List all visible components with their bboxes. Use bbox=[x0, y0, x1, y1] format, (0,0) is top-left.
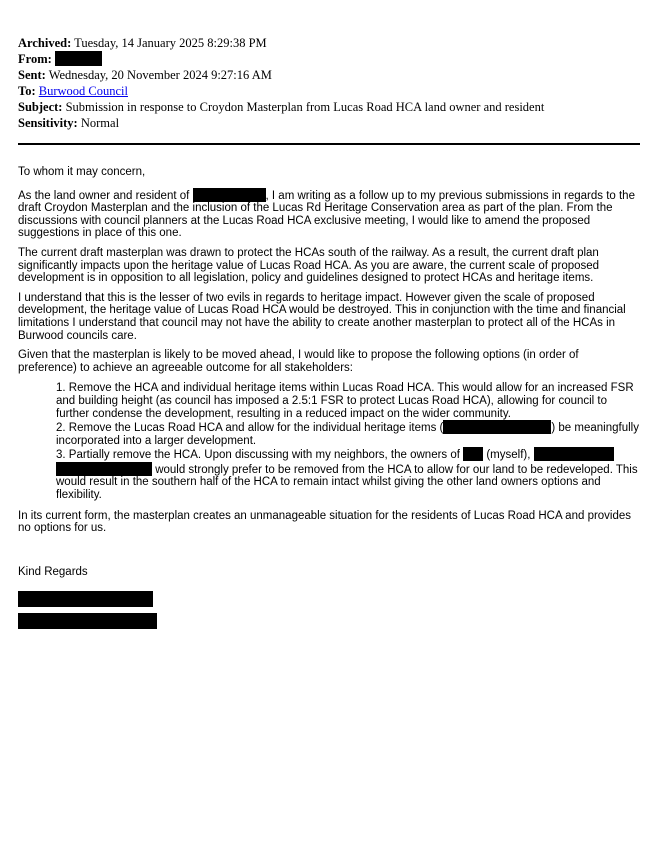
to-link[interactable]: Burwood Council bbox=[38, 84, 128, 98]
paragraph-1-start: As the land owner and resident of bbox=[18, 189, 193, 202]
sensitivity-label: Sensitivity: bbox=[18, 116, 78, 130]
header-divider bbox=[18, 143, 640, 145]
email-header bbox=[18, 35, 638, 131]
email-body bbox=[18, 166, 640, 585]
option-1: 1. Remove the HCA and individual heritage items within Lucas Road HCA. This would allow for an increased FSR and building height (as council has imposed a 2.5:1 FSR to protect Lucas Road HCA), allowing for council to further condense the development, resulting in a reduced impact on the wider community. bbox=[56, 382, 634, 420]
closing: Kind Regards bbox=[18, 565, 88, 578]
option-3-mid: (myself), bbox=[483, 449, 534, 462]
paragraph-1-end: , I am writing as a follow up to my previous submissions in regards to the draft Croydon Masterplan and the inclusion of the Lucas Rd Heritage Conservation area as part of the plan. From the discussions with council planners at the Lucas Road HCA exclusive meeting, I would like to amend the proposed suggestions in place of this one. bbox=[18, 189, 635, 240]
paragraph-2: The current draft masterplan was drawn to protect the HCAs south of the railway. As a result, the current draft plan significantly impacts upon the heritage value of Lucas Road HCA. As you are aware, the current scale of proposed development is in opposition to all legislation, policy and guidelines designed to protect HCAs and heritage items. bbox=[18, 246, 600, 285]
archived-row bbox=[18, 35, 638, 51]
to-label: To: bbox=[18, 84, 36, 98]
signature-name-redaction bbox=[18, 591, 153, 607]
sent-value: Wednesday, 20 November 2024 9:27:16 AM bbox=[48, 68, 272, 82]
neighbour-address-redaction-b bbox=[56, 462, 152, 476]
sent-row bbox=[18, 67, 638, 83]
option-3-end: would strongly prefer to be removed from the HCA to allow for our land to be redeveloped. This would result in the southern half of the HCA to remain intact whilst giving the other land owners options and flexibility. bbox=[56, 463, 638, 502]
option-2 bbox=[56, 420, 640, 447]
archived-value: Tuesday, 14 January 2025 8:29:38 PM bbox=[74, 36, 267, 50]
sensitivity-value: Normal bbox=[80, 116, 120, 130]
paragraph-4: Given that the masterplan is likely to be moved ahead, I would like to propose the following options (in order of preference) to achieve an agreeable outcome for all stakeholders: bbox=[18, 349, 579, 374]
sent-label: Sent: bbox=[18, 68, 46, 82]
option-2-end: ) be meaningfully incorporated into a larger development. bbox=[56, 422, 639, 447]
option-2-start: 2. Remove the Lucas Road HCA and allow for the individual heritage items ( bbox=[56, 422, 444, 435]
paragraph-3: I understand that this is the lesser of two evils in regards to heritage impact. However given the scale of proposed development, the heritage value of Lucas Road HCA would be destroyed. This in conjunction with the time and financial limitations I understand that council may not have the ability to create another masterplan to protect all of the HCAs in Burwood councils care. bbox=[18, 291, 626, 342]
sensitivity-row bbox=[18, 115, 638, 131]
subject-row bbox=[18, 99, 638, 115]
from-row bbox=[18, 51, 638, 67]
signature-details-redaction bbox=[18, 613, 157, 629]
paragraph-5: In its current form, the masterplan creates an unmanageable situation for the residents of Lucas Road HCA and provides no options for us. bbox=[18, 509, 632, 535]
neighbour-address-redaction-a bbox=[534, 447, 614, 461]
paragraph-1 bbox=[18, 188, 640, 240]
option-3-start: 3. Partially remove the HCA. Upon discussing with my neighbors, the owners of bbox=[56, 449, 464, 462]
subject-value: Submission in response to Croydon Masterplan from Lucas Road HCA land owner and resident bbox=[65, 100, 545, 114]
options-list bbox=[18, 382, 640, 501]
salutation: To whom it may concern, bbox=[18, 166, 146, 178]
own-address-redaction bbox=[463, 447, 483, 461]
archived-label: Archived: bbox=[18, 36, 72, 50]
to-row bbox=[18, 83, 638, 99]
address-redaction bbox=[193, 188, 266, 202]
option-3 bbox=[56, 447, 640, 501]
heritage-items-redaction bbox=[443, 420, 551, 434]
from-redaction bbox=[55, 51, 102, 66]
subject-label: Subject: bbox=[18, 100, 63, 114]
from-label: From: bbox=[18, 52, 52, 66]
